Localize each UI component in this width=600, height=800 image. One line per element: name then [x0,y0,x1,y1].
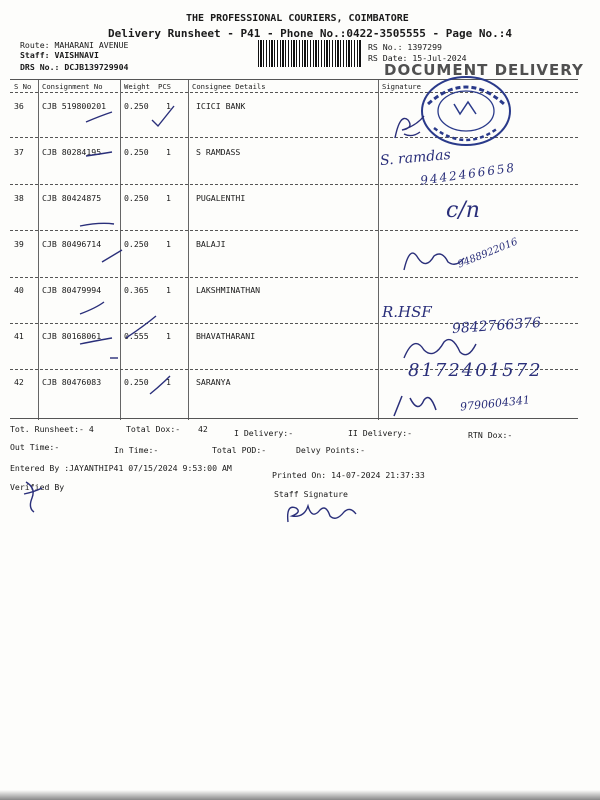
row-weight: 0.250 [124,147,149,157]
verified-by: Verified By [10,482,65,492]
row-consignee: BHAVATHARANI [196,331,256,341]
runsheet-title: Delivery Runsheet - P41 - Phone No.:0422-3505555 - Page No.:4 [108,27,512,40]
company-name: THE PROFESSIONAL COURIERS, COIMBATORE [186,13,409,24]
signature-s2: S. ramdas [379,146,452,170]
row-consignee: S RAMDASS [196,147,241,157]
document-delivery-stamp: DOCUMENT DELIVERY [384,61,584,79]
staff-signature-label: Staff Signature [274,489,348,499]
in-time: In Time:- [114,445,159,455]
row-pcs: 1 [166,285,171,295]
row-pcs: 1 [166,377,171,387]
row-rule [10,184,578,185]
row-rule [10,277,578,278]
row-sno: 39 [14,239,24,249]
row-weight: 0.250 [124,193,149,203]
signature-s2-phone: 9442466658 [419,160,517,188]
out-time: Out Time:- [10,442,60,452]
row-weight: 0.250 [124,239,149,249]
row-consignee: SARANYA [196,377,231,387]
row-consignment-no: CJB 80284195 [42,147,102,157]
row-pcs: 1 [166,101,171,111]
row-pcs: 1 [166,193,171,203]
i-delivery: I Delivery:- [234,428,294,438]
total-pod: Total POD:- [212,445,267,455]
ii-delivery: II Delivery:- [348,428,413,438]
total-dox-label: Total Dox:- [126,424,181,434]
col-header-pcs: PCS [158,82,171,91]
delvy-points: Delvy Points:- [296,445,366,455]
row-weight: 0.555 [124,331,149,341]
row-consignment-no: CJB 80424875 [42,193,102,203]
table-bottom-rule [10,418,578,419]
col-header-sno: S No [14,82,32,91]
total-dox-value: 42 [198,424,208,434]
row-consignment-no: CJB 80168061 [42,331,102,341]
row-sno: 36 [14,101,24,111]
entered-by: Entered By :JAYANTHIP41 07/15/2024 9:53:00 AM [10,463,232,473]
row-weight: 0.250 [124,101,149,111]
rs-number: RS No.: 1397299 [368,42,442,52]
row-sno: 38 [14,193,24,203]
rtn-dox: RTN Dox:- [468,430,513,440]
row-weight: 0.250 [124,377,149,387]
row-rule [10,230,578,231]
row-pcs: 1 [166,331,171,341]
row-rule [10,137,578,138]
signature-scribble-7 [388,388,448,420]
signature-s4-phone: 9488922016 [456,236,520,271]
col-header-consignment: Consignment No [42,82,103,91]
row-sno: 37 [14,147,24,157]
col-header-weight: Weight [124,82,150,91]
row-sno: 42 [14,377,24,387]
row-consignment-no: CJB 80496714 [42,239,102,249]
drs-number: DRS No.: DCJB139729904 [20,62,129,72]
row-sno: 41 [14,331,24,341]
header-rule [10,92,578,93]
printed-on: Printed On: 14-07-2024 21:37:33 [272,470,425,480]
staff-label: Staff: VAISHNAVI [20,50,99,60]
row-weight: 0.365 [124,285,149,295]
row-sno: 40 [14,285,24,295]
row-consignee: LAKSHMINATHAN [196,285,261,295]
signature-s3: c/n [446,198,480,223]
table-top-rule [10,79,578,80]
row-consignment-no: CJB 80476083 [42,377,102,387]
col-header-signature: Signature [382,82,421,91]
route-label: Route: MAHARANI AVENUE [20,40,129,50]
rs-date: RS Date: 15-Jul-2024 [368,53,467,63]
row-pcs: 1 [166,239,171,249]
row-consignment-no: CJB 519800201 [42,101,107,111]
page-edge-shadow [0,790,600,800]
barcode-graphic [258,40,362,67]
row-consignee: ICICI BANK [196,101,246,111]
row-consignee: BALAJI [196,239,226,249]
signature-scribble-1 [390,108,430,144]
col-header-consignee: Consignee Details [192,82,266,91]
signature-s6-phone: 8172401572 [408,360,543,381]
row-consignment-no: CJB 80479994 [42,285,102,295]
row-consignee: PUGALENTHI [196,193,246,203]
tot-runsheet: Tot. Runsheet:- 4 [10,424,94,434]
signature-s5: R.HSF [382,303,432,321]
signature-s7-phone: 9790604341 [459,393,531,414]
signature-s5-phone: 9842766376 [451,314,542,338]
staff-signature [282,498,362,528]
row-pcs: 1 [166,147,171,157]
